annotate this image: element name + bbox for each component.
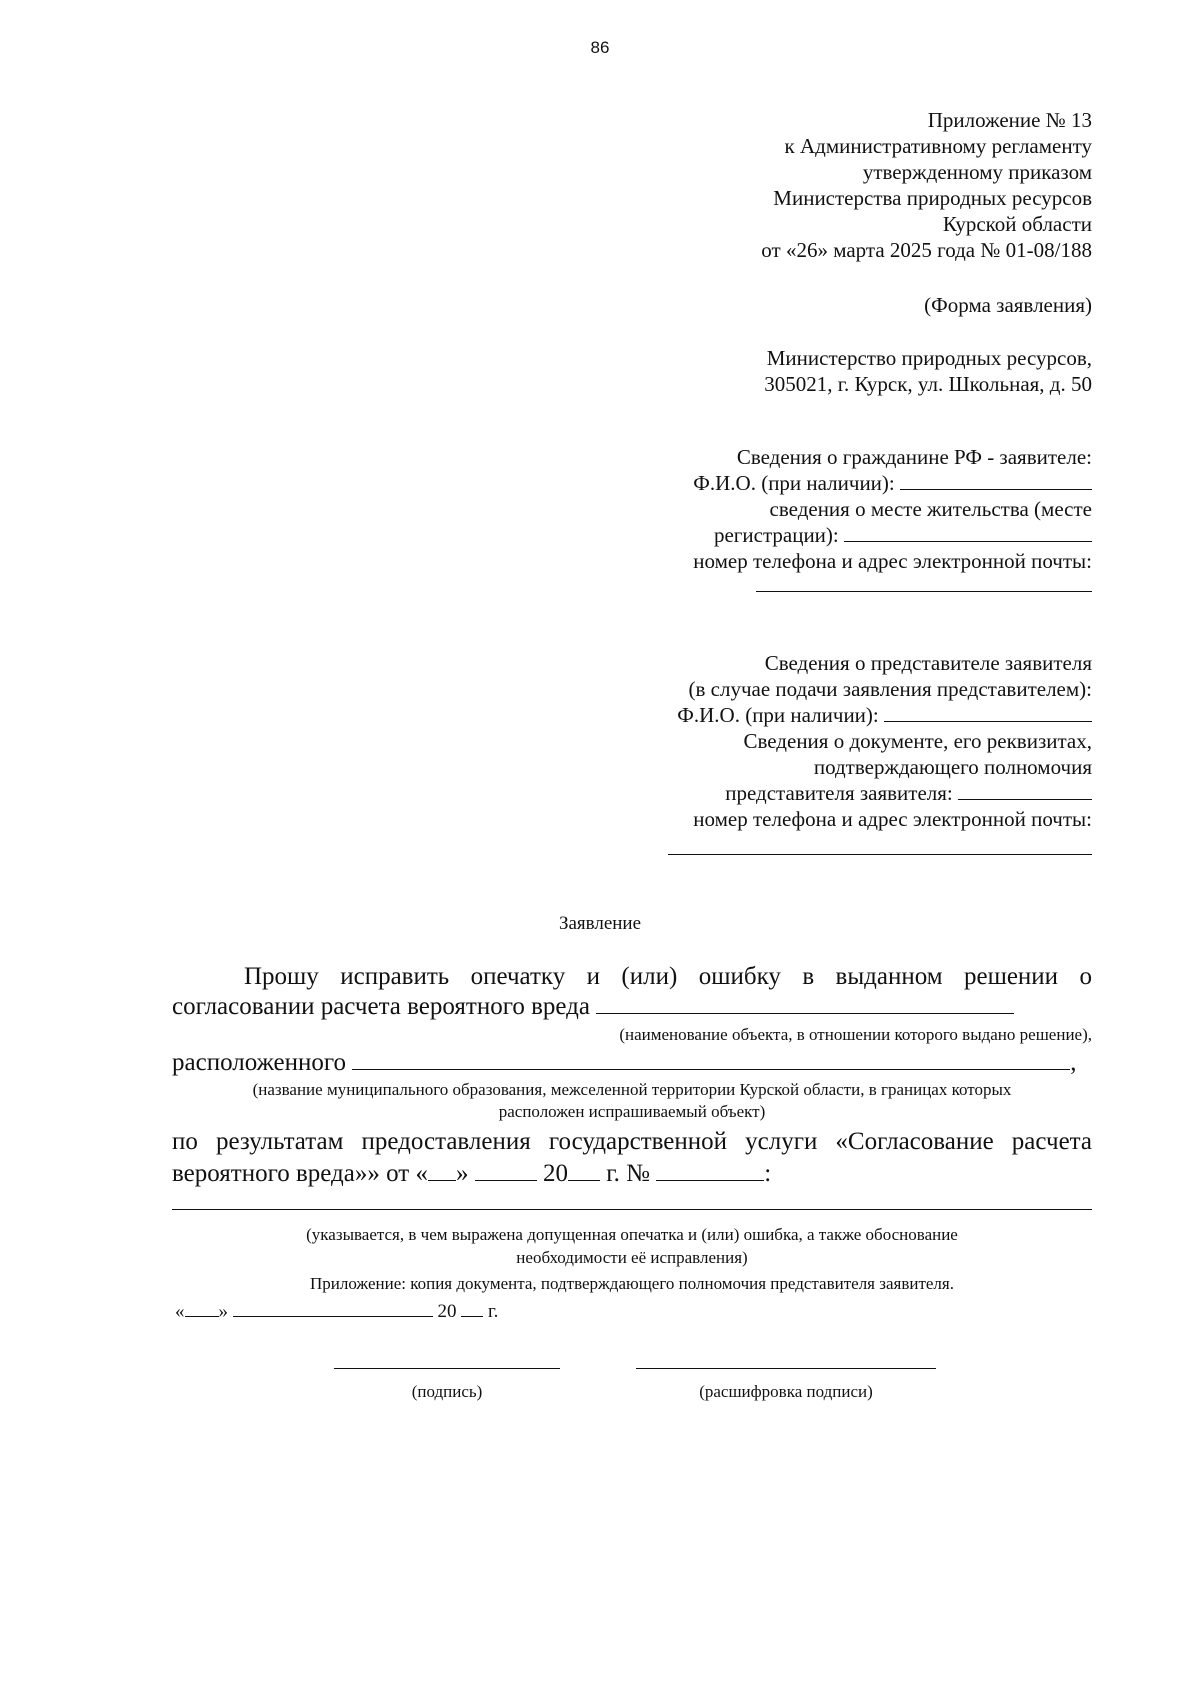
representative-fio-label: Ф.И.О. (при наличии): [677,703,879,727]
applicant-contacts-field[interactable] [756,573,1092,592]
representative-contacts-field[interactable] [668,836,1092,855]
statement-text: 20 [542,1160,568,1187]
statement-text: г. № [606,1160,650,1187]
statement-line [172,993,1014,1021]
page-number: 86 [590,38,610,57]
statement-text: » [455,1160,469,1187]
attachment-note: Приложение: копия документа, подтверждающего полномочия представителя заявителя. [310,1274,954,1293]
representative-doc-field[interactable] [958,781,1092,800]
appendix-header [761,107,1092,263]
decision-month-field[interactable] [475,1160,537,1181]
location-field[interactable] [352,1049,1070,1070]
representative-doc-label: Сведения о документе, его реквизитах, [743,729,1092,753]
application-date [175,1300,498,1323]
applicant-title: Сведения о гражданине РФ - заявителе: [736,445,1092,469]
header-line: Курской области [942,212,1092,236]
application-month-field[interactable] [233,1300,433,1317]
representative-block [677,650,1092,832]
hint-object: (наименование объекта, в отношении которого выдано решение), [619,1025,1092,1044]
statement-line: Прошу исправить опечатку и (или) ошибку в выданном решении о [244,963,1092,990]
decision-year-field[interactable] [568,1160,600,1181]
hint-location: (название муниципального образования, межселенной территории Курской области, в границах которых [252,1080,1012,1099]
statement-line [172,1160,771,1188]
header-line: утвержденному приказом [862,160,1092,184]
decision-day-field[interactable] [428,1160,456,1181]
representative-title: Сведения о представителе заявителя [764,651,1092,675]
hint-location: расположен испрашиваемый объект) [498,1102,766,1121]
applicant-fio-field[interactable] [900,471,1092,490]
applicant-fio-label: Ф.И.О. (при наличии): [693,471,895,495]
object-name-field[interactable] [596,993,1014,1014]
application-year-field[interactable] [461,1300,483,1317]
header-line: Приложение № 13 [927,108,1092,132]
applicant-block [693,444,1092,574]
date-text: г. [488,1301,499,1322]
addressee-block [764,345,1092,397]
located-label: расположенного [172,1049,347,1076]
date-text: 20 [437,1301,457,1322]
header-line: к Административному регламенту [784,134,1092,158]
hint-error: (указывается, в чем выражена допущенная опечатка и (или) ошибка, а также обоснование [306,1225,958,1244]
decision-number-field[interactable] [656,1160,764,1181]
application-day-field[interactable] [185,1300,219,1317]
located-end: , [1070,1049,1077,1076]
applicant-contacts-label: номер телефона и адрес электронной почты: [693,549,1092,573]
applicant-residence-field[interactable] [844,523,1092,542]
form-label: (Форма заявления) [924,293,1092,317]
date-text: « [175,1301,185,1322]
error-description-field[interactable] [172,1192,1092,1210]
statement-line: по результатам предоставления государственной услуги «Согласование расчета [172,1128,1092,1155]
statement-text: : [764,1160,772,1187]
header-line: Министерства природных ресурсов [773,186,1092,210]
statement-text: вероятного вреда»» от « [172,1160,428,1187]
signature-field[interactable] [334,1367,560,1369]
addressee-line: Министерство природных ресурсов, [766,346,1092,370]
statement-title: Заявление [558,913,642,934]
header-line: от «26» марта 2025 года № 01-08/188 [761,238,1092,262]
statement-text: согласовании расчета вероятного вреда [172,993,590,1020]
representative-doc-label: представителя заявителя: [725,781,953,805]
date-text: » [218,1301,228,1322]
applicant-residence-label: регистрации): [713,523,839,547]
addressee-line: 305021, г. Курск, ул. Школьная, д. 50 [764,372,1092,396]
signature-label: (подпись) [411,1382,483,1401]
applicant-residence-label: сведения о месте жительства (месте [769,497,1092,521]
hint-error: необходимости её исправления) [516,1248,748,1267]
representative-subtitle: (в случае подачи заявления представителем): [688,677,1092,701]
signature-decode-field[interactable] [636,1367,936,1369]
representative-doc-label: подтверждающего полномочия [813,755,1092,779]
signature-decode-label: (расшифровка подписи) [699,1382,873,1401]
representative-fio-field[interactable] [884,703,1092,722]
representative-contacts-label: номер телефона и адрес электронной почты: [693,807,1092,831]
statement-line [172,1049,1077,1077]
